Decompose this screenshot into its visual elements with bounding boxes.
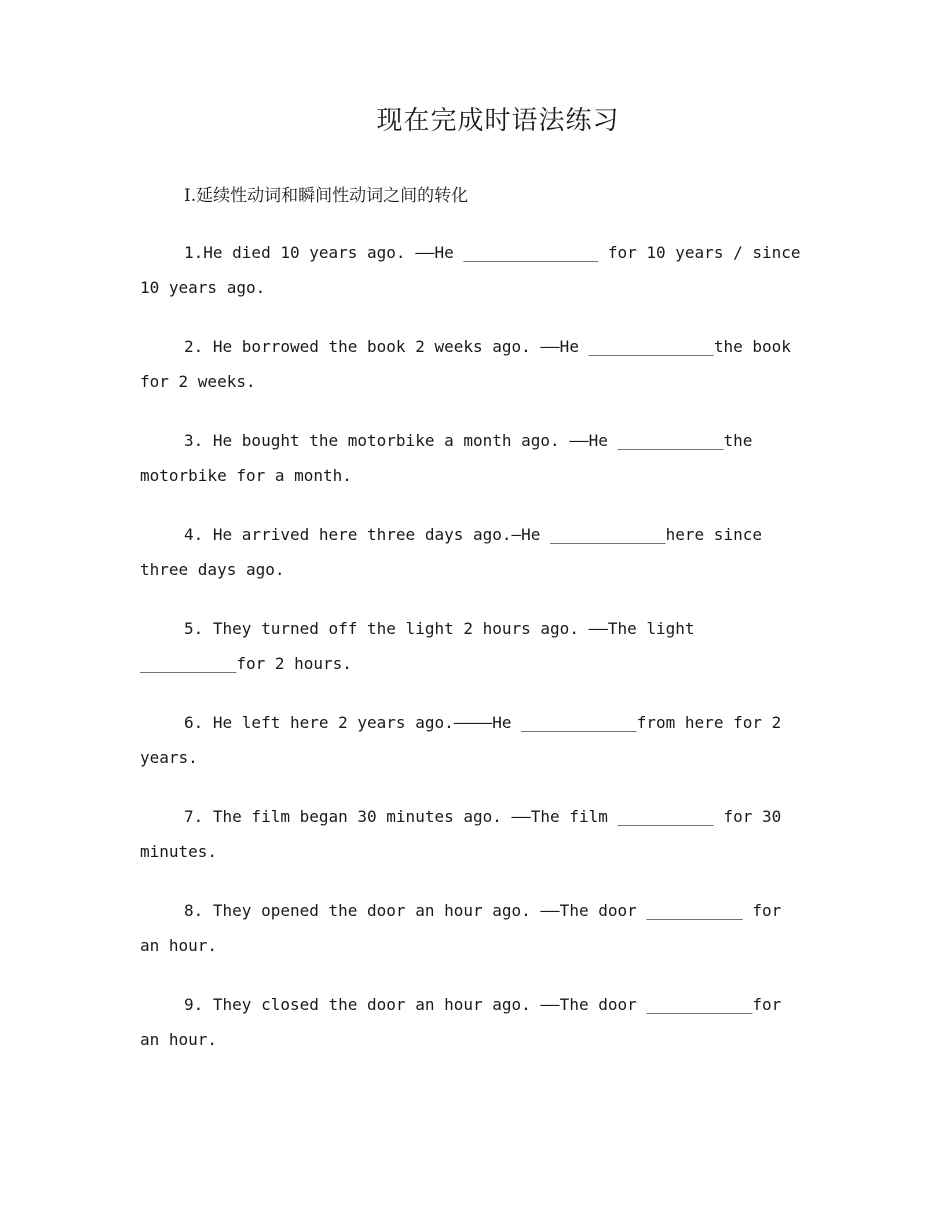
exercise-prompt: 1.He died 10 years ago. ——He [184,243,464,262]
exercise-item [140,987,810,1057]
exercise-prompt: 8. They opened the door an hour ago. ——The door [184,901,647,920]
exercise-prompt: 4. He arrived here three days ago.—He [184,525,551,544]
answer-blank: __________ [140,654,237,673]
answer-blank: ___________ [617,431,724,450]
exercise-prompt: 7. The film began 30 minutes ago. ——The film [184,807,618,826]
exercise-item [140,611,810,681]
exercise-item [140,329,810,399]
exercise-item [140,893,810,963]
answer-blank: __________ [617,807,714,826]
exercise-item [140,235,810,305]
answer-blank: _____________ [588,337,714,356]
exercise-continuation: from here for 2 years. [140,713,782,767]
exercise-continuation: for 30 minutes. [140,807,782,861]
exercise-item [140,517,810,587]
exercise-prompt: 5. They turned off the light 2 hours ago. ——The light [184,619,695,638]
page-title: 现在完成时语法练习 [376,106,620,136]
exercise-continuation: for an hour. [140,901,782,955]
exercise-prompt: 6. He left here 2 years ago.————He [184,713,522,732]
answer-blank: ____________ [521,713,637,732]
exercise-prompt: 3. He bought the motorbike a month ago. ——He [184,431,618,450]
exercise-continuation: the motorbike for a month. [140,431,753,485]
answer-blank: ____________ [550,525,666,544]
answer-blank: ___________ [646,995,753,1014]
exercise-continuation: here since three days ago. [140,525,762,579]
answer-blank: __________ [646,901,743,920]
section-heading: I.延续性动词和瞬间性动词之间的转化 [184,186,469,206]
exercise-continuation: for 10 years / since 10 years ago. [140,243,801,297]
exercise-continuation: for an hour. [140,995,782,1049]
exercise-continuation: for 2 hours. [236,654,352,673]
exercise-item [140,799,810,869]
exercise-prompt: 9. They closed the door an hour ago. ——The door [184,995,647,1014]
exercise-item [140,705,810,775]
exercise-prompt: 2. He borrowed the book 2 weeks ago. ——He [184,337,589,356]
answer-blank: ______________ [463,243,599,262]
exercise-continuation: the book for 2 weeks. [140,337,791,391]
exercise-item [140,423,810,493]
